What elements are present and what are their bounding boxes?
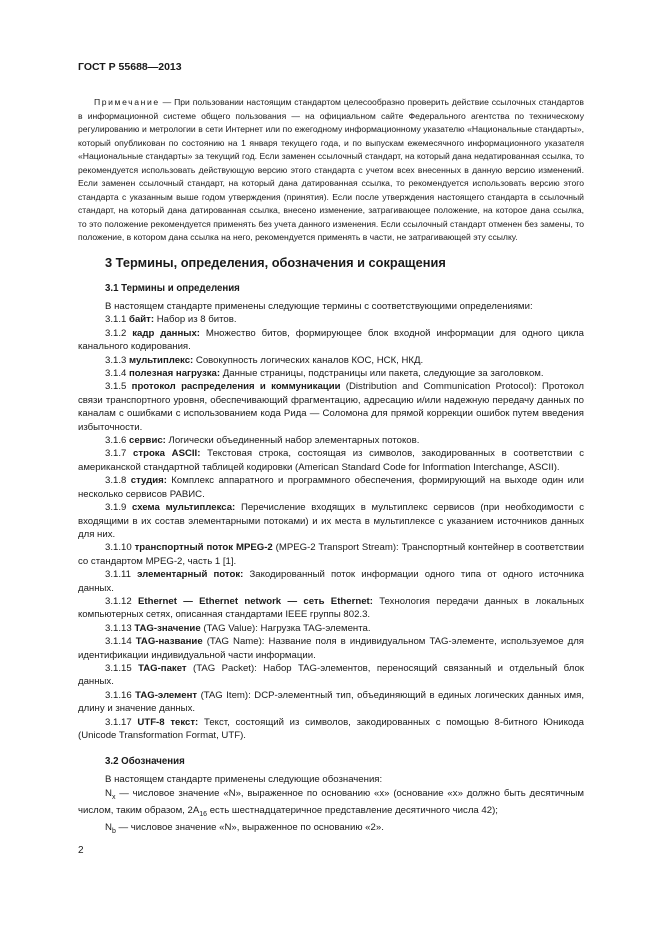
term-number: 3.1.14 [105, 636, 136, 648]
term-name: UTF-8 текст: [137, 716, 199, 728]
subsection-3-1-title: 3.1 Термины и определения [105, 283, 240, 294]
term-name: TAG-элемент [135, 689, 198, 701]
term-number: 3.1.10 [105, 542, 135, 554]
term-name: протокол распределения и коммуникации [131, 381, 341, 393]
term-name: схема мультиплекса: [132, 502, 236, 514]
term-definition [78, 662, 584, 689]
term-definition [78, 716, 584, 743]
term-number: 3.1.9 [105, 502, 133, 514]
term-definition [78, 474, 584, 501]
term-text: Технология передачи данных в локальных компьютерных сетях, описанная стандартами IEEE группы 802.3. [78, 595, 584, 621]
section-title: 3 Термины, определения, обозначения и сокращения [105, 255, 446, 270]
term-name: строка ASCII: [133, 448, 201, 460]
term-text: Набор из 8 битов. [154, 314, 237, 326]
term-name: байт: [129, 314, 155, 326]
term-name: TAG-название [135, 636, 203, 648]
term-name: транспортный поток MPEG-2 [134, 542, 273, 554]
term-name: элементарный поток: [137, 569, 244, 581]
term-definition [78, 568, 584, 595]
term-text: (MPEG-2 Transport Stream): Транспортный контейнер в соответствии со стандартом MPEG-2, часть 1 [1]. [78, 542, 584, 567]
term-definition [78, 501, 584, 541]
subsection-3-2-title: 3.2 Обозначения [105, 756, 185, 768]
symbol-base: N [105, 787, 112, 799]
term-number: 3.1.4 [105, 368, 130, 380]
subsection-3-2-intro: В настоящем стандарте применены следующие обозначения: [105, 774, 383, 786]
symbol-subscript: b [111, 828, 116, 836]
term-name: сервис: [129, 435, 166, 447]
terms-list [78, 313, 584, 742]
note-block [78, 96, 584, 245]
note-paragraph [78, 96, 584, 245]
term-text: Данные страницы, подстраницы или пакета, следующие за заголовком. [220, 368, 544, 380]
term-number: 3.1.11 [105, 569, 138, 581]
term-number: 3.1.15 [105, 662, 139, 674]
term-text: (TAG Item): DCP-элементный тип, объединяющий в единых логических данных имя, длину и значение данных. [78, 689, 585, 715]
term-definition [78, 327, 584, 354]
term-number: 3.1.3 [105, 354, 130, 366]
term-definition [78, 367, 584, 380]
term-definition [78, 354, 584, 367]
term-number: 3.1.12 [105, 595, 138, 607]
term-definition [78, 635, 584, 662]
term-definition [78, 541, 584, 568]
document-header: ГОСТ Р 55688—2013 [78, 61, 182, 73]
term-number: 3.1.7 [105, 448, 134, 460]
term-text: Текстовая строка, состоящая из символов, закодированных в соответствии с американской стандартной таблицей кодировки (American Standard Code for Information Interchange, ASCII). [78, 448, 584, 473]
symbol-subscript: x [111, 793, 116, 801]
term-name: полезная нагрузка: [129, 368, 221, 380]
term-text: (Distribution and Communication Protocol): Протокол связи транспортного уровня, обеспечивающий фрагментацию, адресацию и/или надежную передачу данных по каналам с ошибками с использованием кода Рида — Соломона для прямой коррекции ошибок путем введения избыточности. [78, 381, 584, 433]
section-3 [78, 254, 584, 839]
term-text: Совокупность логических каналов КОС, НСК, НКД. [193, 354, 424, 366]
term-definition [78, 689, 584, 716]
term-text: Комплекс аппаратного и программного обеспечения, формирующий на выходе один или несколько сервисов РАВИС. [78, 475, 584, 500]
symbol-text: — числовое значение «N», выраженное по основанию «2». [115, 822, 384, 834]
page-number: 2 [78, 845, 84, 856]
term-number: 3.1.13 [105, 622, 135, 634]
term-definition [78, 622, 584, 635]
term-name: TAG-значение [134, 622, 201, 634]
term-text: Текст, состоящий из символов, закодированных с помощью 8-битного Юникода (Unicode Transformation Format, UTF). [78, 716, 584, 741]
term-number: 3.1.16 [105, 689, 136, 701]
term-text: (TAG Name): Название поля в индивидуальном TAG-элементе, используемое для идентификации индивидуальной части информации. [78, 636, 584, 661]
subsection-3-1-intro: В настоящем стандарте применены следующие термины с соответствующими определениями: [105, 301, 533, 312]
symbol-base: N [105, 822, 112, 834]
symbol-subscript: 16 [199, 811, 208, 819]
term-name: студия: [130, 475, 167, 487]
term-number: 3.1.5 [105, 381, 132, 393]
term-number: 3.1.6 [105, 435, 130, 447]
term-definition [78, 313, 584, 326]
symbol-definition [78, 821, 584, 838]
term-text: Закодированный поток информации одного типа от одного источника данных. [78, 569, 584, 594]
term-text: Множество битов, формирующее блок входной информации для одного цикла канального кодирования. [78, 327, 584, 353]
term-name: TAG-пакет [138, 662, 187, 674]
note-label: Примечание [94, 97, 160, 107]
term-text: (TAG Packet): Набор TAG-элементов, переносящий связанный и отдельный блок данных. [78, 662, 584, 688]
term-definition [78, 380, 584, 434]
symbol-text: есть шестнадцатеричное представление десятичного числа 42); [207, 805, 498, 817]
term-text: Логически объединенный набор элементарных потоков. [165, 435, 420, 447]
term-definition [78, 434, 584, 447]
term-number: 3.1.8 [105, 475, 131, 487]
term-definition [78, 595, 584, 622]
symbol-definition [78, 787, 584, 822]
note-text: — При пользовании настоящим стандартом целесообразно проверить действие ссылочных стандартов в информационной системе общего пользования — на официальном сайте Федерального агентства по техническому регулированию и метрологии в сети Интернет или по ежегодному информационному указателю «Национальные стандарты», который опубликован по состоянию на 1 января текущего года, и по выпускам ежемесячного информационного указателя «Национальные стандарты» за текущий год. Если заменен ссылочный стандарт, на который дана недатированная ссылка, то рекомендуется использовать действующую версию этого стандарта с учетом всех внесенных в данную версию изменений. Если заменен ссылочный стандарт, на который дана датированная ссылка, то рекомендуется использовать версию этого стандарта с указанным выше годом утверждения (принятия). Если после утверждения настоящего стандарта в ссылочный стандарт, на который дана датированная ссылка, внесено изменение, затрагивающее положение, на которое дана ссылка, то это положение рекомендуется применять без учета данного изменения. Если ссылочный стандарт отменен без замены, то положение, в котором дана ссылка на него, рекомендуется применять в части, не затрагивающей эту ссылку. [78, 97, 584, 242]
term-name: мультиплекс: [129, 354, 194, 366]
term-text: (TAG Value): Нагрузка TAG-элемента. [200, 622, 371, 634]
term-text: Перечисление входящих в мультиплекс сервисов (при необходимости с входящими в их состав элементарными потоками) и их места в мультиплексе с указанием источников данных для них. [78, 502, 584, 540]
term-name: кадр данных: [132, 327, 200, 339]
term-number: 3.1.17 [105, 716, 138, 728]
symbol-text: — числовое значение «N», выраженное по основанию «x» (основание «x» должно быть десятичным числом, таким образом, 2A [78, 787, 584, 817]
term-number: 3.1.2 [105, 327, 133, 339]
term-name: Ethernet — Ethernet network — сеть Ethernet: [138, 595, 373, 607]
term-number: 3.1.1 [105, 314, 130, 326]
term-definition [78, 447, 584, 474]
